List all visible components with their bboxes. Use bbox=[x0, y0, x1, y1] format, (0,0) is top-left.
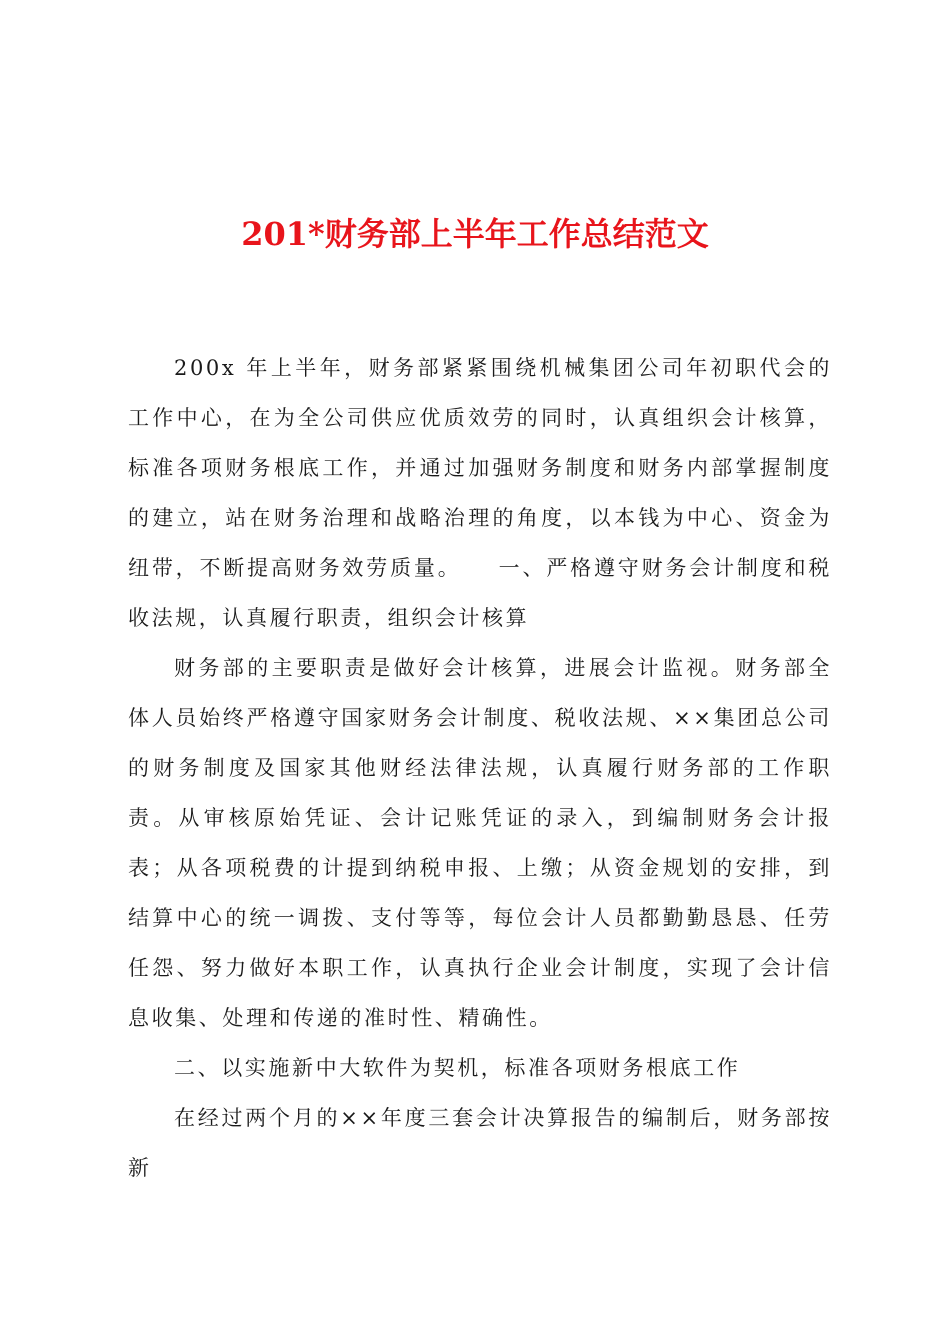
paragraph-3: 二、以实施新中大软件为契机，标准各项财务根底工作 bbox=[174, 1056, 741, 1080]
document-body bbox=[128, 343, 832, 1193]
document-title: 201*财务部上半年工作总结范文 bbox=[241, 215, 709, 253]
paragraph-4: 在经过两个月的××年度三套会计决算报告的编制后，财务部按新 bbox=[128, 1106, 832, 1180]
paragraph-2: 财务部的主要职责是做好会计核算，进展会计监视。财务部全体人员始终严格遵守国家财务会计制度、税收法规、××集团总公司的财务制度及国家其他财经法律法规，认真履行财务部的工作职责。从审核原始凭证、会计记账凭证的录入，到编制财务会计报表；从各项税费的计提到纳税申报、上缴；从资金规划的安排，到结算中心的统一调拨、支付等等，每位会计人员都勤勤恳恳、任劳任怨、努力做好本职工作，认真执行企业会计制度，实现了会计信息收集、处理和传递的准时性、精确性。 bbox=[128, 656, 832, 1030]
paragraph-1: 200x 年上半年，财务部紧紧围绕机械集团公司年初职代会的工作中心，在为全公司供应优质效劳的同时，认真组织会计核算，标准各项财务根底工作，并通过加强财务制度和财务内部掌握制度的建立，站在财务治理和战略治理的角度，以本钱为中心、资金为纽带，不断提高财务效劳质量。 一、严格遵守财务会计制度和税收法规，认真履行职责，组织会计核算 bbox=[128, 356, 832, 630]
